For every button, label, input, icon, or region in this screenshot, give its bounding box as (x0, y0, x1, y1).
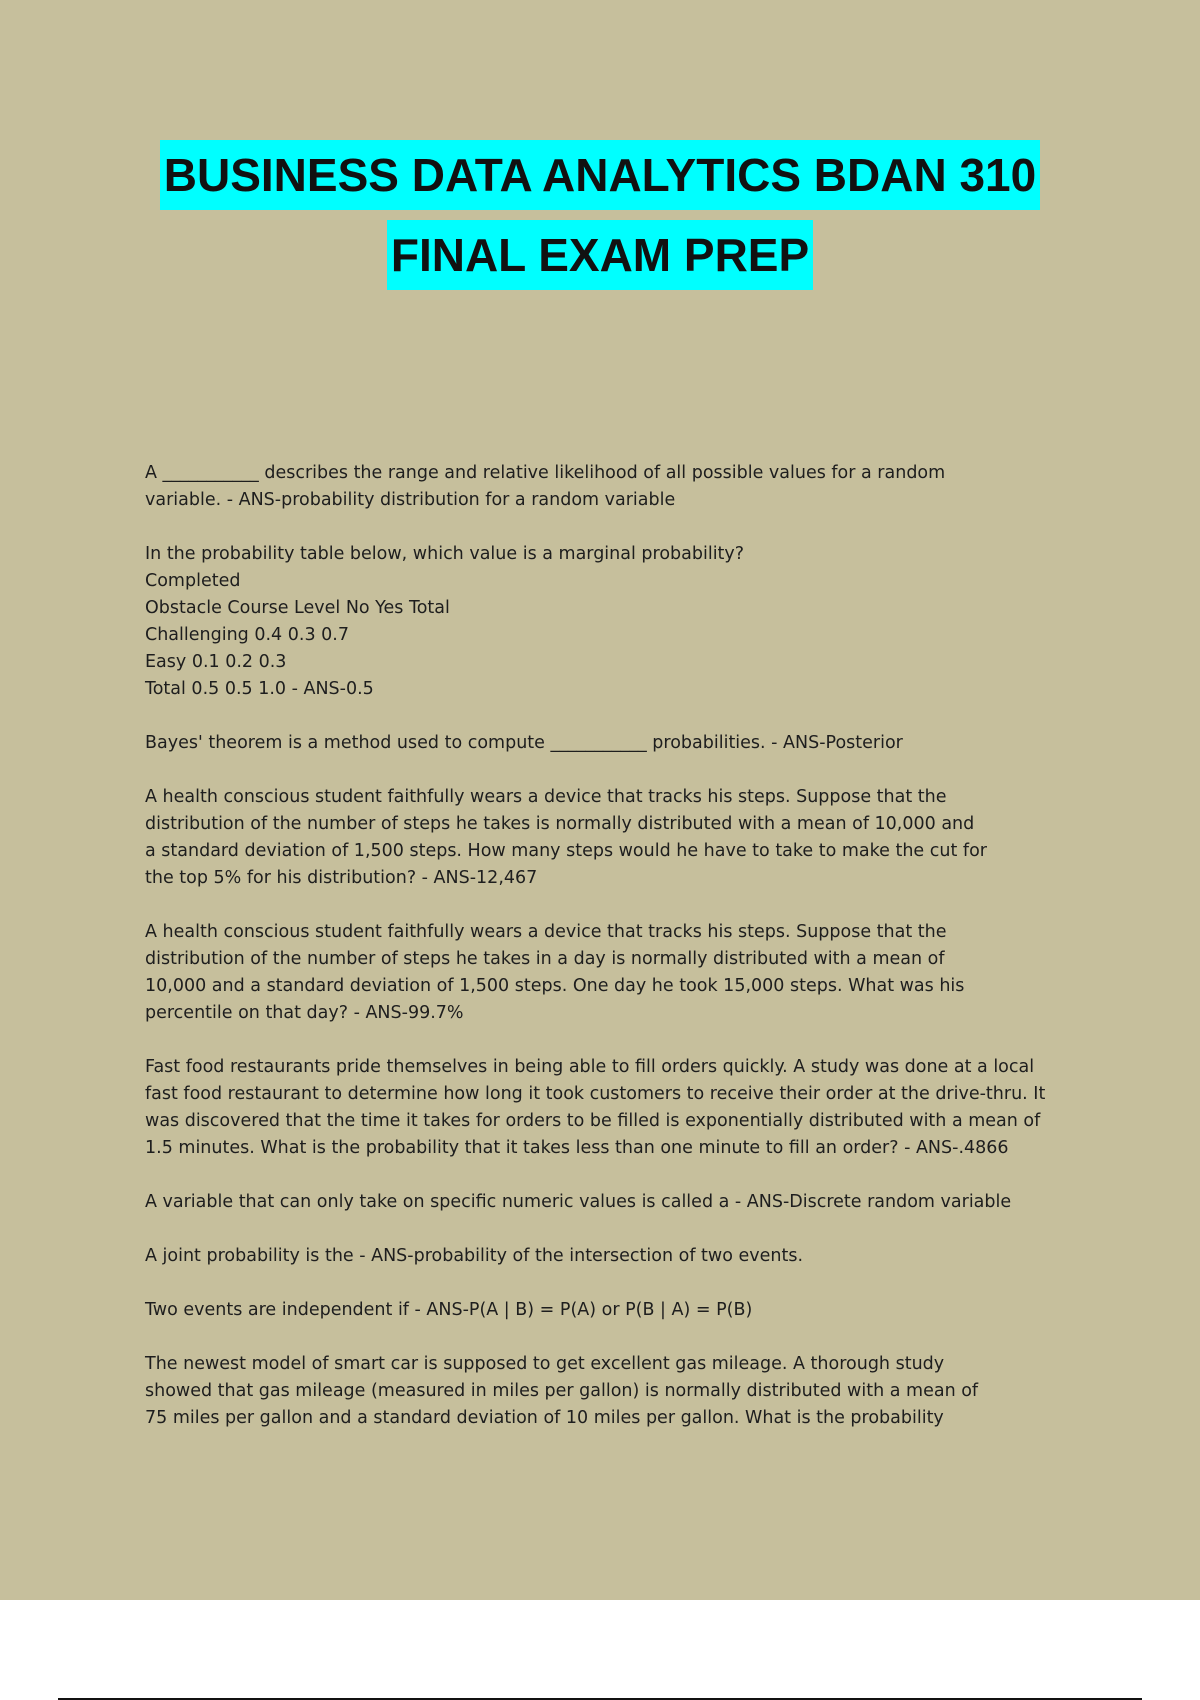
qa-line: A variable that can only take on specific numeric values is called a - ANS-Discrete random variable (145, 1192, 1012, 1212)
qa-line: distribution of the number of steps he takes is normally distributed with a mean of 10,000 and (145, 814, 975, 834)
qa-line: Two events are independent if - ANS-P(A | B) = P(A) or P(B | A) = P(B) (145, 1300, 753, 1320)
qa-line: The newest model of smart car is supposed to get excellent gas mileage. A thorough study (145, 1354, 945, 1374)
qa-line: 1.5 minutes. What is the probability that it takes less than one minute to fill an order? - ANS-.4866 (145, 1138, 1009, 1158)
qa-line: distribution of the number of steps he takes in a day is normally distributed with a mean of (145, 949, 945, 969)
qa-line: A health conscious student faithfully wears a device that tracks his steps. Suppose that the (145, 922, 947, 942)
qa-line: Completed (145, 571, 241, 591)
qa-line: Obstacle Course Level No Yes Total (145, 598, 450, 618)
qa-item (145, 1054, 1075, 1162)
qa-item (145, 1351, 1075, 1432)
title-line-1: BUSINESS DATA ANALYTICS BDAN 310 (160, 140, 1040, 210)
qa-item (145, 919, 1075, 1027)
qa-line: A ___________ describes the range and relative likelihood of all possible values for a random (145, 463, 946, 483)
qa-item (145, 541, 1075, 703)
qa-line: showed that gas mileage (measured in miles per gallon) is normally distributed with a mean of (145, 1381, 979, 1401)
qa-line: 75 miles per gallon and a standard deviation of 10 miles per gallon. What is the probability (145, 1408, 944, 1428)
qa-line: was discovered that the time it takes for orders to be filled is exponentially distributed with a mean of (145, 1111, 1041, 1131)
qa-item (145, 784, 1075, 892)
qa-line: A health conscious student faithfully wears a device that tracks his steps. Suppose that the (145, 787, 947, 807)
qa-line: In the probability table below, which value is a marginal probability? (145, 544, 745, 564)
question-answer-list (145, 460, 1075, 1459)
qa-line: percentile on that day? - ANS-99.7% (145, 1003, 464, 1023)
qa-line: fast food restaurant to determine how long it took customers to receive their order at the drive-thru. It (145, 1084, 1046, 1104)
qa-line: Fast food restaurants pride themselves in being able to fill orders quickly. A study was done at a local (145, 1057, 1035, 1077)
qa-line: Challenging 0.4 0.3 0.7 (145, 625, 349, 645)
title-line-2: FINAL EXAM PREP (387, 220, 813, 290)
qa-line: 10,000 and a standard deviation of 1,500 steps. One day he took 15,000 steps. What was his (145, 976, 965, 996)
qa-item (145, 1243, 1075, 1270)
qa-line: the top 5% for his distribution? - ANS-12,467 (145, 868, 538, 888)
qa-line: Easy 0.1 0.2 0.3 (145, 652, 287, 672)
qa-line: variable. - ANS-probability distribution for a random variable (145, 490, 676, 510)
qa-line: a standard deviation of 1,500 steps. How many steps would he have to take to make the cut for (145, 841, 987, 861)
qa-line: A joint probability is the - ANS-probability of the intersection of two events. (145, 1246, 804, 1266)
qa-item (145, 1297, 1075, 1324)
qa-line: Bayes' theorem is a method used to compute ___________ probabilities. - ANS-Posterior (145, 733, 903, 753)
qa-item (145, 1189, 1075, 1216)
qa-item (145, 460, 1075, 514)
qa-line: Total 0.5 0.5 1.0 - ANS-0.5 (145, 679, 374, 699)
qa-item (145, 730, 1075, 757)
document-title (0, 140, 1200, 300)
